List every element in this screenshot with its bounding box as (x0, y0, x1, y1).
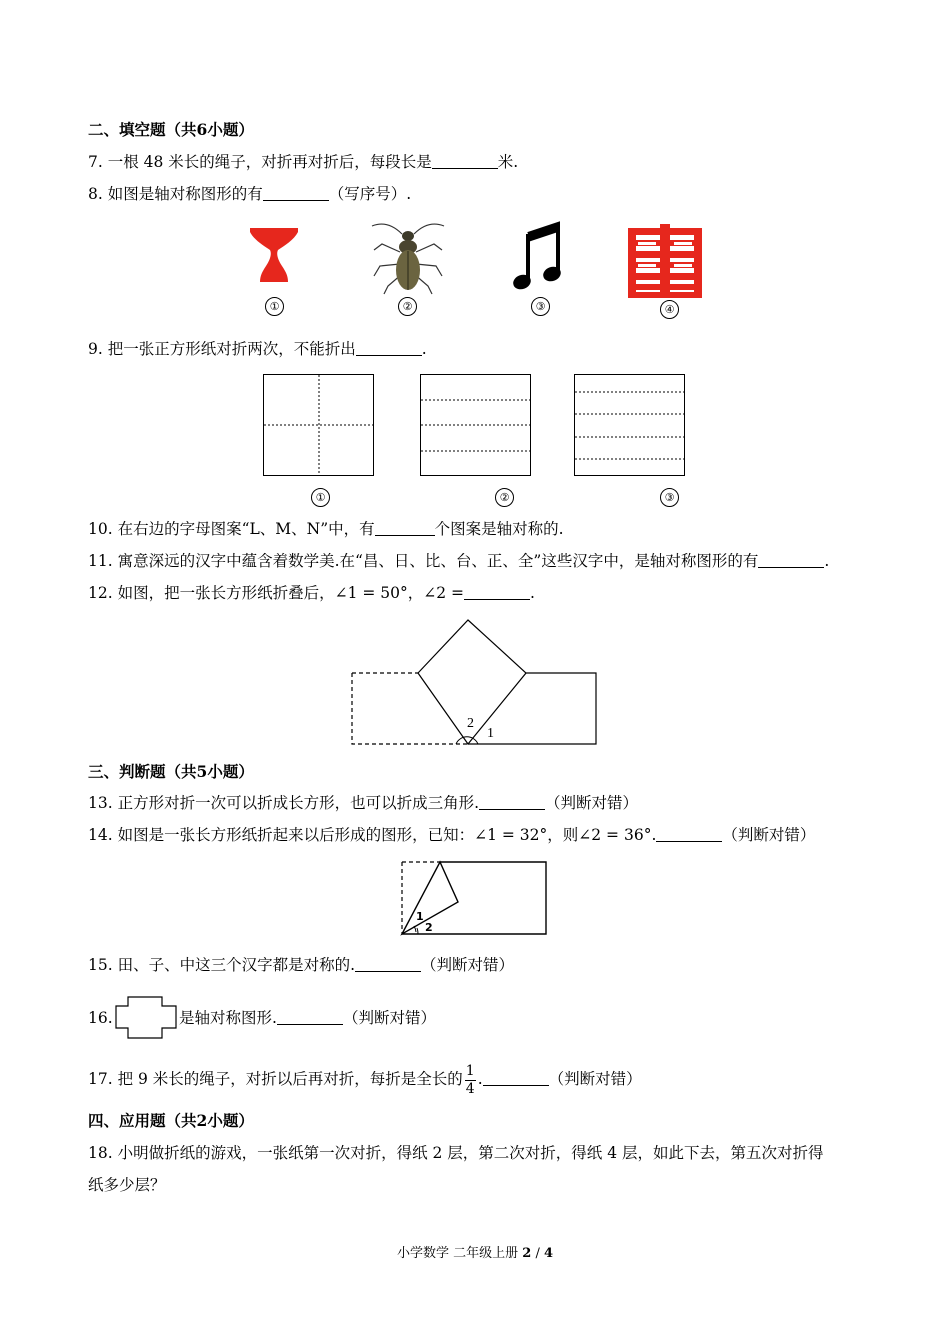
question-17: 17. 把 9 米长的绳子，对折以后再对折，每折是全长的 $\frac{1}{4}$ . （判断对错） (88, 1062, 642, 1097)
question-9: 9. 把一张正方形纸对折两次，不能折出 . (88, 340, 427, 358)
question-10: 10. 在右边的字母图案“L、M、N”中，有 个图案是轴对称的. (88, 520, 564, 538)
figure-label-1: ① (265, 297, 284, 316)
figure-label-4: ④ (660, 300, 679, 319)
angle-1-label: 1 (416, 910, 424, 923)
fold-label-2: ② (495, 488, 514, 507)
fold-figure-1 (263, 374, 375, 477)
question-13: 13. 正方形对折一次可以折成长方形，也可以折成三角形. （判断对错） (88, 794, 639, 812)
section-judge-header: 三、判断题（共5小题） (88, 762, 254, 781)
question-18-line-1: 18. 小明做折纸的游戏，一张纸第一次对折，得纸 2 层，第二次对折，得纸 4 层，如此下去，第五次对折得 (88, 1144, 824, 1162)
cross-shape-figure (114, 996, 178, 1040)
answer-blank[interactable] (758, 551, 824, 568)
answer-blank[interactable] (263, 184, 329, 201)
answer-blank[interactable] (356, 339, 422, 356)
figure-label-2: ② (398, 297, 417, 316)
question-8: 8. 如图是轴对称图形的有 （写序号）. (88, 185, 412, 203)
question-16: 是轴对称图形. （判断对错） (179, 1009, 436, 1027)
angle-1-label: 1 (487, 726, 494, 741)
folded-paper-figure (400, 860, 550, 936)
question-16-number: 16. (88, 1009, 113, 1027)
page-footer: 小学数学 二年级上册 2 / 4 (396, 1246, 554, 1261)
fold-label-1: ① (311, 488, 330, 507)
question-14: 14. 如图是一张长方形纸折起来以后形成的图形，已知：∠1 = 32°，则∠2 = 36°. （判断对错） (88, 826, 816, 844)
question-12: 12. 如图，把一张长方形纸折叠后，∠1 = 50°，∠2 = . (88, 584, 535, 602)
answer-blank[interactable] (483, 1069, 549, 1086)
angle-2-label: 2 (467, 716, 474, 731)
fraction-one-quarter: $\frac{1}{4}$ (465, 1062, 475, 1097)
section-apply-header: 四、应用题（共2小题） (88, 1111, 254, 1130)
angle-2-label: 2 (425, 921, 433, 934)
section-fill-header: 二、填空题（共6小题） (88, 120, 254, 139)
answer-blank[interactable] (479, 793, 545, 810)
folded-rectangle-figure (350, 618, 600, 748)
fold-figure-2 (420, 374, 532, 477)
question-11: 11. 寓意深远的汉字中蕴含着数学美.在“昌、日、比、台、正、全”这些汉字中，是轴对称图形的有 . (88, 552, 830, 570)
fold-figure-3 (574, 374, 686, 477)
goblet-figure (248, 226, 300, 284)
answer-blank[interactable] (277, 1008, 343, 1025)
beetle-figure (368, 218, 448, 296)
music-note-figure (512, 222, 562, 292)
answer-blank[interactable] (375, 519, 435, 536)
fold-label-3: ③ (660, 488, 679, 507)
question-15: 15. 田、子、中这三个汉字都是对称的. （判断对错） (88, 956, 515, 974)
question-18-line-2: 纸多少层？ (88, 1176, 166, 1194)
double-happiness-figure (624, 224, 706, 298)
answer-blank[interactable] (355, 955, 421, 972)
question-7: 7. 一根 48 米长的绳子，对折再对折后，每段长是 米. (88, 153, 519, 171)
answer-blank[interactable] (432, 152, 498, 169)
figure-label-3: ③ (531, 297, 550, 316)
answer-blank[interactable] (464, 583, 530, 600)
answer-blank[interactable] (656, 825, 722, 842)
